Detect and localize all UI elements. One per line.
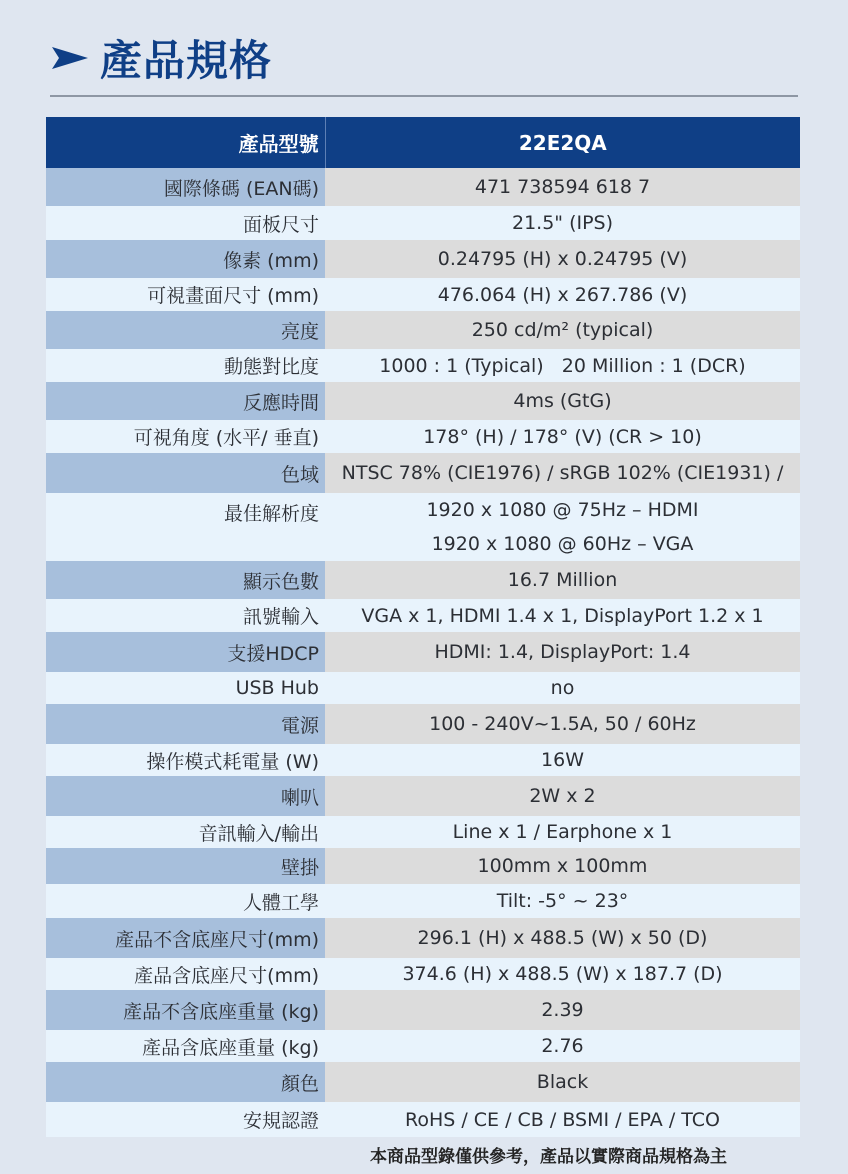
- spec-label: 安規認證: [46, 1102, 325, 1137]
- spec-value: 2W x 2: [325, 776, 800, 816]
- title-divider: [50, 95, 798, 97]
- spec-label: 支援HDCP: [46, 632, 325, 672]
- spec-value: RoHS / CE / CB / BSMI / EPA / TCO: [325, 1102, 800, 1137]
- spec-label: 產品含底座尺寸(mm): [46, 958, 325, 990]
- spec-row-viewable-area: [46, 278, 800, 311]
- spec-value: VGA x 1, HDMI 1.4 x 1, DisplayPort 1.2 x 1: [325, 599, 800, 632]
- spec-row-resolution: [46, 493, 800, 561]
- spec-label: 產品含底座重量 (kg): [46, 1030, 325, 1062]
- spec-label: 可視畫面尺寸 (mm): [46, 278, 325, 311]
- spec-value: 471 738594 618 7: [325, 168, 800, 206]
- spec-value: Black: [325, 1062, 800, 1102]
- resolution-hdmi: 1920 x 1080 @ 75Hz – HDMI: [426, 499, 699, 521]
- spec-label: 國際條碼 (EAN碼): [46, 168, 325, 206]
- spec-row-color-gamut: [46, 453, 800, 493]
- spec-row-speakers: [46, 776, 800, 816]
- spec-value: Line x 1 / Earphone x 1: [325, 816, 800, 848]
- spec-label: 喇叭: [46, 776, 325, 816]
- spec-row-display-colors: [46, 561, 800, 599]
- spec-row-ergonomics: [46, 884, 800, 918]
- spec-label: 電源: [46, 704, 325, 744]
- spec-label: USB Hub: [46, 672, 325, 704]
- spec-label: 像素 (mm): [46, 240, 325, 278]
- spec-row-brightness: [46, 311, 800, 349]
- spec-value: 2.39: [325, 990, 800, 1030]
- footnote: 本商品型錄僅供參考，產品以實際商品規格為主: [370, 1147, 727, 1167]
- spec-label: 顏色: [46, 1062, 325, 1102]
- spec-value: 21.5" (IPS): [325, 206, 800, 240]
- spec-value: 250 cd/m² (typical): [325, 311, 800, 349]
- spec-row-size-with-stand: [46, 958, 800, 990]
- spec-row-size-without-stand: [46, 918, 800, 958]
- spec-value: 296.1 (H) x 488.5 (W) x 50 (D): [325, 918, 800, 958]
- spec-value: Tilt: -5° ~ 23°: [325, 884, 800, 918]
- spec-label: 壁掛: [46, 848, 325, 884]
- spec-value: 374.6 (H) x 488.5 (W) x 187.7 (D): [325, 958, 800, 990]
- spec-row-power-consumption: [46, 744, 800, 776]
- spec-row-response-time: [46, 382, 800, 420]
- spec-row-ean: [46, 168, 800, 206]
- spec-label: 面板尺寸: [46, 206, 325, 240]
- spec-label: 顯示色數: [46, 561, 325, 599]
- spec-label: 動態對比度: [46, 349, 325, 382]
- spec-row-power: [46, 704, 800, 744]
- spec-value: 476.064 (H) x 267.786 (V): [325, 278, 800, 311]
- spec-value: 100mm x 100mm: [325, 848, 800, 884]
- table-header-row: [46, 117, 800, 168]
- spec-value: 16W: [325, 744, 800, 776]
- spec-row-color: [46, 1062, 800, 1102]
- spec-label: 產品不含底座尺寸(mm): [46, 918, 325, 958]
- header-value: 22E2QA: [325, 117, 800, 168]
- spec-label: 最佳解析度: [46, 493, 325, 561]
- spec-row-contrast: [46, 349, 800, 382]
- spec-row-audio-io: [46, 816, 800, 848]
- spec-row-weight-without-stand: [46, 990, 800, 1030]
- spec-label: 音訊輸入/輸出: [46, 816, 325, 848]
- spec-label: 亮度: [46, 311, 325, 349]
- spec-row-signal-input: [46, 599, 800, 632]
- spec-row-viewing-angle: [46, 420, 800, 453]
- spec-value: 0.24795 (H) x 0.24795 (V): [325, 240, 800, 278]
- page-title: 產品規格: [100, 36, 273, 85]
- spec-row-usb-hub: [46, 672, 800, 704]
- spec-value: HDMI: 1.4, DisplayPort: 1.4: [325, 632, 800, 672]
- header-label: 產品型號: [46, 117, 325, 168]
- spec-row-certifications: [46, 1102, 800, 1137]
- spec-label: 操作模式耗電量 (W): [46, 744, 325, 776]
- spec-label: 可視角度 (水平/ 垂直): [46, 420, 325, 453]
- spec-value: no: [325, 672, 800, 704]
- spec-value: NTSC 78% (CIE1976) / sRGB 102% (CIE1931) /: [325, 453, 800, 493]
- spec-row-pixel-pitch: [46, 240, 800, 278]
- spec-value: 100 - 240V~1.5A, 50 / 60Hz: [325, 704, 800, 744]
- spec-table: [46, 117, 800, 1137]
- spec-value: 2.76: [325, 1030, 800, 1062]
- spec-row-weight-with-stand: [46, 1030, 800, 1062]
- spec-label: 色域: [46, 453, 325, 493]
- spec-label: 人體工學: [46, 884, 325, 918]
- spec-row-wall-mount: [46, 848, 800, 884]
- spec-value: 16.7 Million: [325, 561, 800, 599]
- spec-label: 產品不含底座重量 (kg): [46, 990, 325, 1030]
- spec-label: 訊號輸入: [46, 599, 325, 632]
- resolution-vga: 1920 x 1080 @ 60Hz – VGA: [431, 533, 694, 555]
- spec-row-panel-size: [46, 206, 800, 240]
- spec-label: 反應時間: [46, 382, 325, 420]
- arrow-right-icon: [52, 45, 88, 71]
- page-heading: [52, 28, 272, 88]
- spec-value: 4ms (GtG): [325, 382, 800, 420]
- spec-value: 178° (H) / 178° (V) (CR > 10): [325, 420, 800, 453]
- spec-row-hdcp: [46, 632, 800, 672]
- spec-value: [325, 493, 800, 561]
- spec-value: 1000 : 1 (Typical) 20 Million : 1 (DCR): [325, 349, 800, 382]
